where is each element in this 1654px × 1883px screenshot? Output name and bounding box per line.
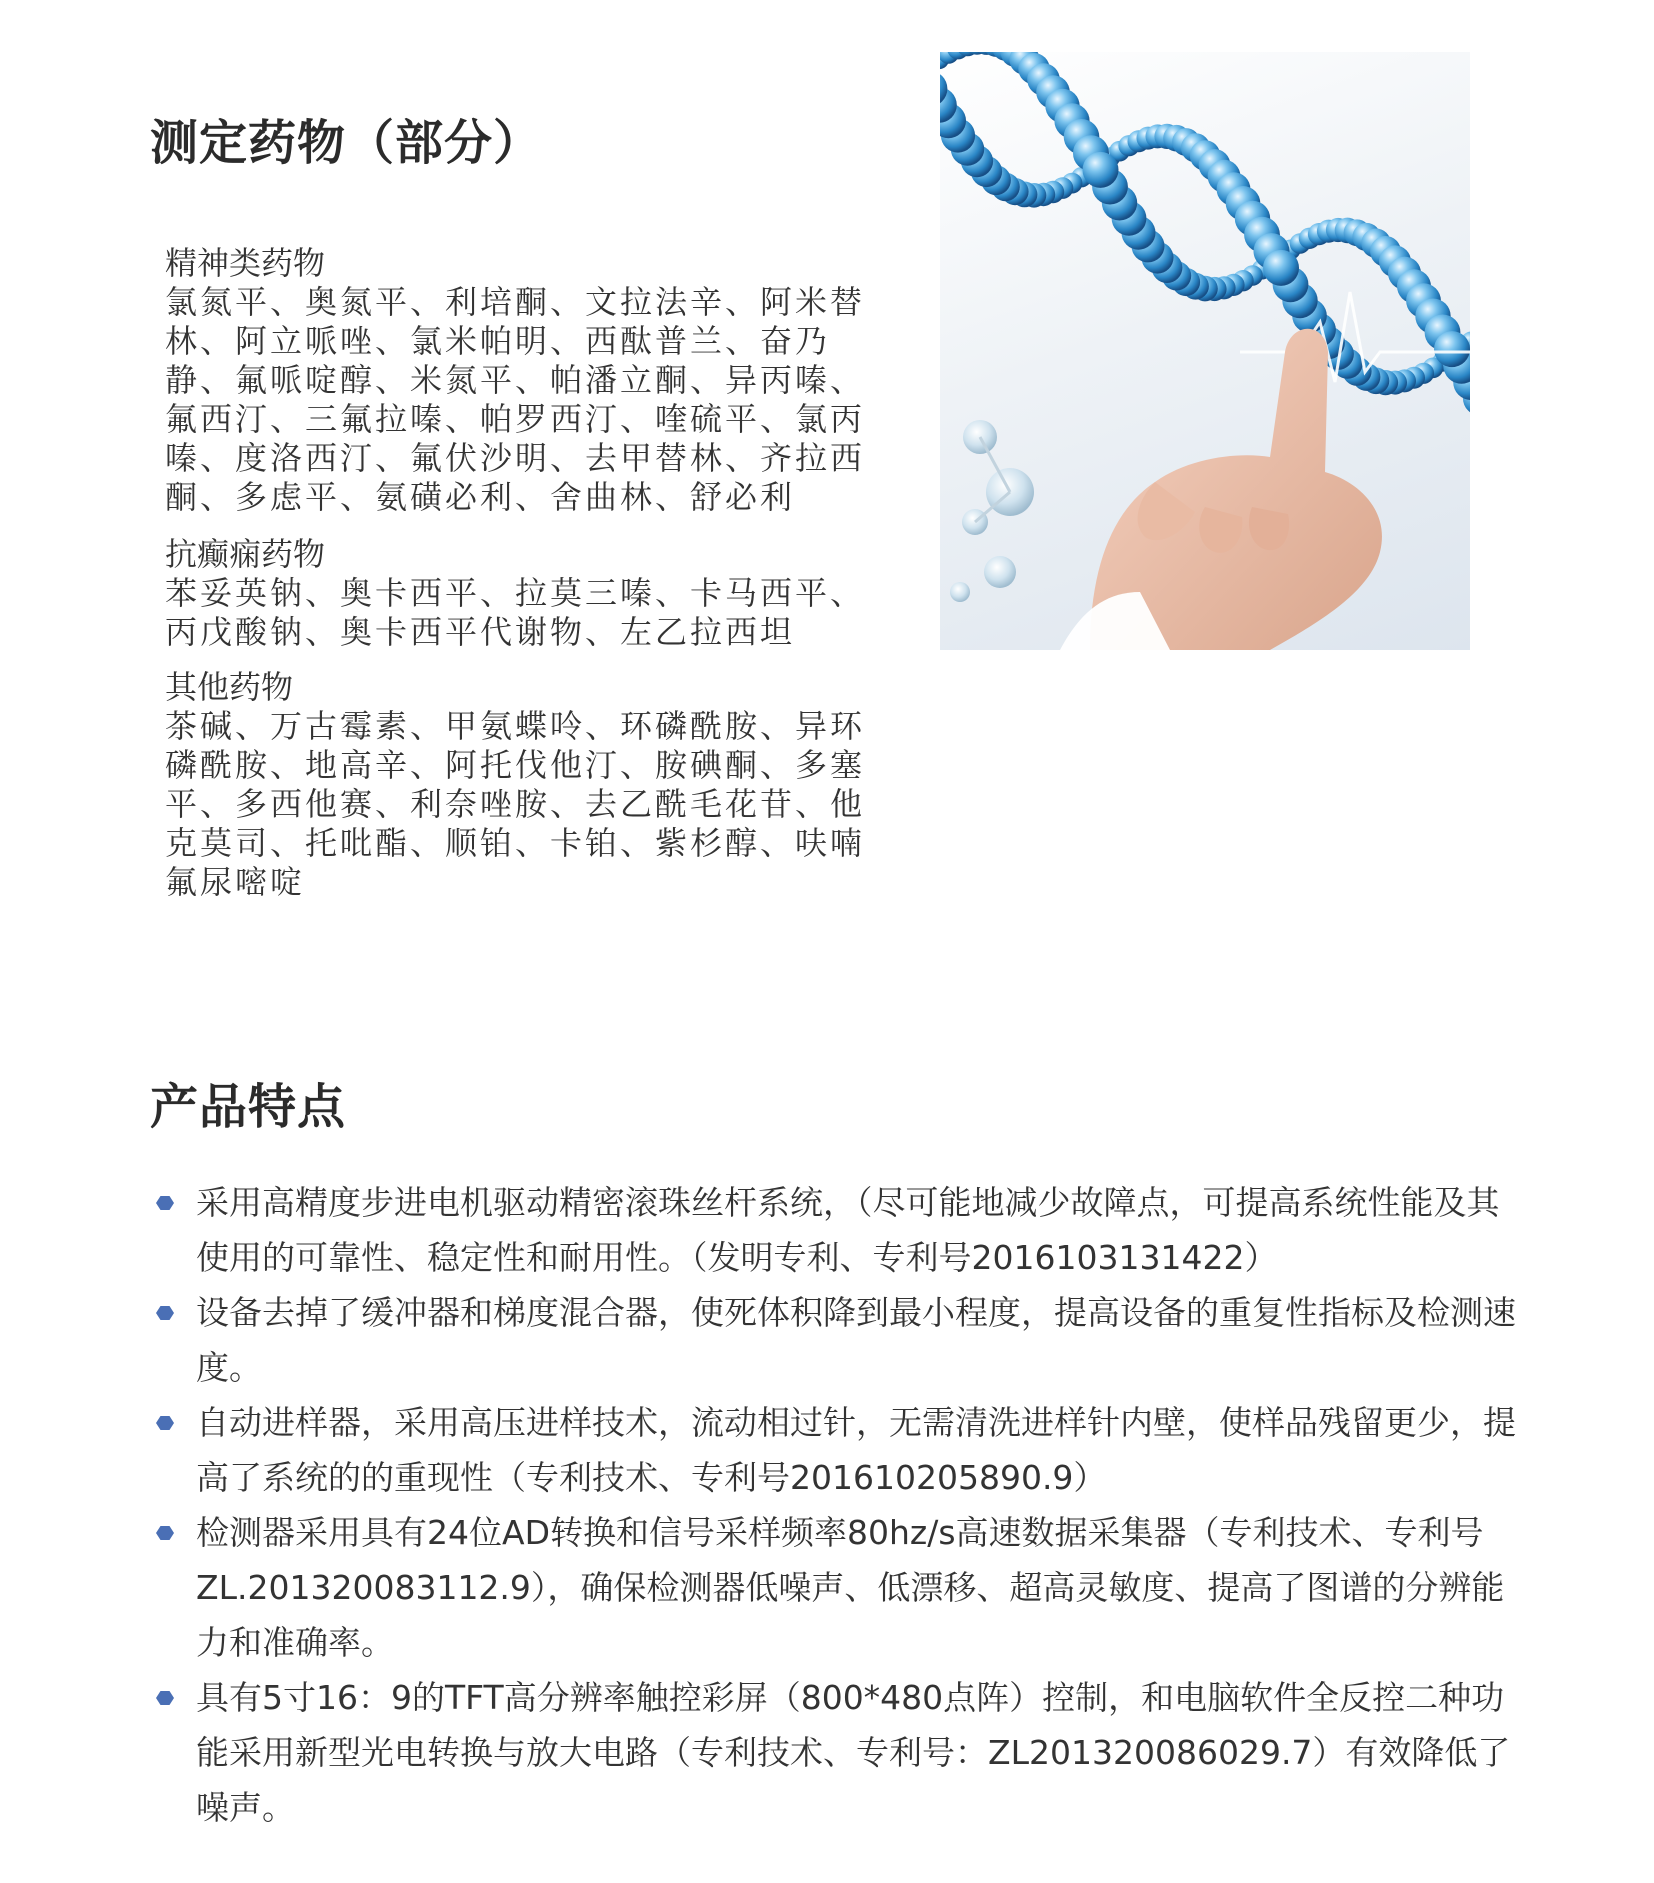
helix-sphere xyxy=(1083,152,1119,188)
drug-group-list: 茶碱、万古霉素、甲氨蝶呤、环磷酰胺、异环磷酰胺、地高辛、阿托伐他汀、胺碘酮、多塞平、多西他赛、利奈唑胺、去乙酰毛花苷、他克莫司、托吡酯、顺铂、卡铂、紫杉醇、呋喃氟尿嘧啶 xyxy=(165,707,866,901)
feature-text: 自动进样器，采用高压进样技术，流动相过针，无需清洗进样针内壁，使样品残留更少，提高了系统的的重现性（专利技术、专利号201610205890.9） xyxy=(196,1403,1516,1497)
drug-group-list: 苯妥英钠、奥卡西平、拉莫三嗪、卡马西平、丙戊酸钠、奥卡西平代谢物、左乙拉西坦 xyxy=(165,574,866,651)
feature-item xyxy=(150,1505,1530,1670)
dna-hand-illustration xyxy=(940,52,1470,650)
features-section-title: 产品特点 xyxy=(150,1079,347,1135)
drugs-section-title: 测定药物（部分） xyxy=(150,115,543,171)
drug-group-title: 抗癫痫药物 xyxy=(165,535,326,573)
drug-group-other xyxy=(165,668,885,902)
feature-item xyxy=(150,1175,1530,1285)
helix-sphere xyxy=(1434,331,1470,367)
feature-text: 设备去掉了缓冲器和梯度混合器，使死体积降到最小程度，提高设备的重复性指标及检测速度。 xyxy=(196,1293,1516,1387)
drug-group-title: 其他药物 xyxy=(165,668,294,706)
feature-text: 采用高精度步进电机驱动精密滚珠丝杆系统，（尽可能地减少故障点，可提高系统性能及其使用的可靠性、稳定性和耐用性。（发明专利、专利号2016103131422） xyxy=(196,1183,1500,1277)
drug-group-title: 精神类药物 xyxy=(165,244,326,282)
glass-molecules xyxy=(950,420,1034,602)
hexagon-bullet-icon xyxy=(156,1691,174,1705)
drug-group-psychiatric xyxy=(165,244,885,517)
hexagon-bullet-icon xyxy=(156,1196,174,1210)
feature-text: 具有5寸16：9的TFT高分辨率触控彩屏（800*480点阵）控制，和电脑软件全反控二种功能采用新型光电转换与放大电路（专利技术、专利号：ZL201320086029.7）有效降低了噪声。 xyxy=(196,1678,1511,1827)
feature-item xyxy=(150,1395,1530,1505)
hexagon-bullet-icon xyxy=(156,1306,174,1320)
helix-sphere xyxy=(1263,250,1299,286)
hexagon-bullet-icon xyxy=(156,1526,174,1540)
feature-text: 检测器采用具有24位AD转换和信号采样频率80hz/s高速数据采集器（专利技术、专利号ZL.201320083112.9），确保检测器低噪声、低漂移、超高灵敏度、提高了图谱的分辨能力和准确率。 xyxy=(196,1513,1505,1662)
feature-item xyxy=(150,1285,1530,1395)
drug-group-antiepileptic xyxy=(165,535,885,652)
drug-group-list: 氯氮平、奥氮平、利培酮、文拉法辛、阿米替林、阿立哌唑、氯米帕明、西酞普兰、奋乃静、氟哌啶醇、米氮平、帕潘立酮、异丙嗪、氟西汀、三氟拉嗪、帕罗西汀、喹硫平、氯丙嗪、度洛西汀、氟伏沙明、去甲替林、齐拉西酮、多虑平、氨磺必利、舍曲林、舒必利 xyxy=(165,283,866,516)
feature-item xyxy=(150,1670,1530,1835)
dna-helix xyxy=(940,52,1470,430)
features-list xyxy=(150,1175,1530,1835)
hexagon-bullet-icon xyxy=(156,1416,174,1430)
